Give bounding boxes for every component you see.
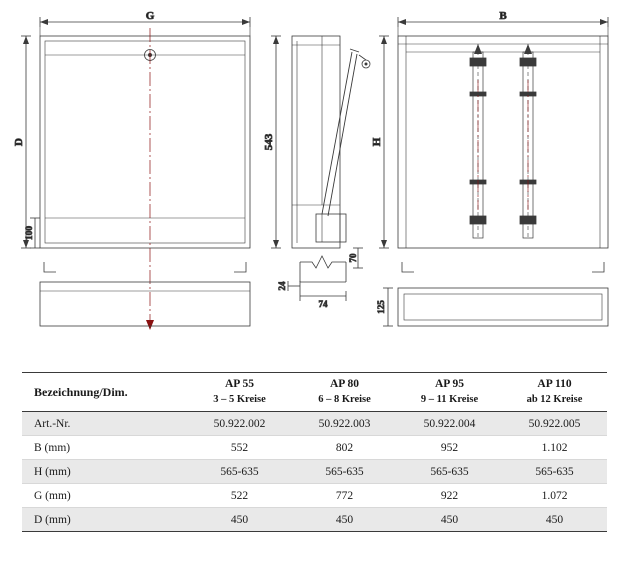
row-2-col-3: 565-635 bbox=[397, 460, 502, 484]
header-col-2 bbox=[292, 373, 397, 412]
spec-table bbox=[22, 372, 607, 532]
header-col-3 bbox=[397, 373, 502, 412]
row-1-col-2: 802 bbox=[292, 436, 397, 460]
header-col-2-sub: 6 – 8 Kreise bbox=[318, 393, 371, 405]
row-3-col-1: 522 bbox=[187, 484, 292, 508]
row-4-col-4: 450 bbox=[502, 508, 607, 532]
table-row bbox=[22, 484, 607, 508]
row-0-col-2: 50.922.003 bbox=[292, 412, 397, 436]
header-col-4-name: AP 110 bbox=[537, 378, 572, 391]
header-col-4-sub: ab 12 Kreise bbox=[526, 393, 583, 405]
row-2-col-4: 565-635 bbox=[502, 460, 607, 484]
header-col-4 bbox=[502, 373, 607, 412]
side-support-arm bbox=[322, 52, 352, 214]
row-2-col-2: 565-635 bbox=[292, 460, 397, 484]
side-foot-bracket bbox=[316, 214, 346, 242]
row-1-col-4: 1.102 bbox=[502, 436, 607, 460]
header-col-1-sub: 3 – 5 Kreise bbox=[213, 393, 266, 405]
row-3-label: G (mm) bbox=[22, 484, 187, 508]
back-frame-outline bbox=[398, 36, 608, 248]
row-0-col-1: 50.922.002 bbox=[187, 412, 292, 436]
label-74: 74 bbox=[318, 299, 328, 309]
label-H: H bbox=[371, 137, 383, 147]
row-1-col-3: 952 bbox=[397, 436, 502, 460]
front-base-tray bbox=[40, 282, 250, 326]
header-label: Bezeichnung/Dim. bbox=[22, 373, 187, 412]
row-3-col-3: 922 bbox=[397, 484, 502, 508]
table-row bbox=[22, 508, 607, 532]
row-4-col-1: 450 bbox=[187, 508, 292, 532]
label-D: D bbox=[13, 138, 25, 146]
side-floor-break-line bbox=[300, 256, 346, 268]
table-row bbox=[22, 460, 607, 484]
row-2-label: H (mm) bbox=[22, 460, 187, 484]
row-3-col-2: 772 bbox=[292, 484, 397, 508]
row-2-col-1: 565-635 bbox=[187, 460, 292, 484]
header-col-3-name: AP 95 bbox=[434, 378, 465, 391]
label-G: G bbox=[145, 10, 155, 22]
header-col-3-sub: 9 – 11 Kreise bbox=[420, 393, 479, 405]
row-4-col-2: 450 bbox=[292, 508, 397, 532]
row-3-col-4: 1.072 bbox=[502, 484, 607, 508]
row-1-label: B (mm) bbox=[22, 436, 187, 460]
row-0-col-4: 50.922.005 bbox=[502, 412, 607, 436]
header-col-2-name: AP 80 bbox=[329, 378, 360, 391]
header-col-1-name: AP 55 bbox=[224, 378, 255, 391]
row-4-label: D (mm) bbox=[22, 508, 187, 532]
table-header-row bbox=[22, 373, 607, 412]
row-4-col-3: 450 bbox=[397, 508, 502, 532]
row-1-col-1: 552 bbox=[187, 436, 292, 460]
spec-table-container bbox=[22, 372, 607, 532]
front-cabinet-outline bbox=[40, 36, 250, 248]
label-24: 24 bbox=[277, 281, 287, 291]
label-125: 125 bbox=[376, 300, 386, 314]
label-70: 70 bbox=[348, 253, 358, 263]
label-543: 543 bbox=[263, 133, 275, 151]
header-col-1 bbox=[187, 373, 292, 412]
label-100: 100 bbox=[25, 225, 35, 241]
row-0-label: Art.-Nr. bbox=[22, 412, 187, 436]
label-B: B bbox=[499, 10, 507, 22]
table-row bbox=[22, 436, 607, 460]
row-0-col-3: 50.922.004 bbox=[397, 412, 502, 436]
table-row bbox=[22, 412, 607, 436]
